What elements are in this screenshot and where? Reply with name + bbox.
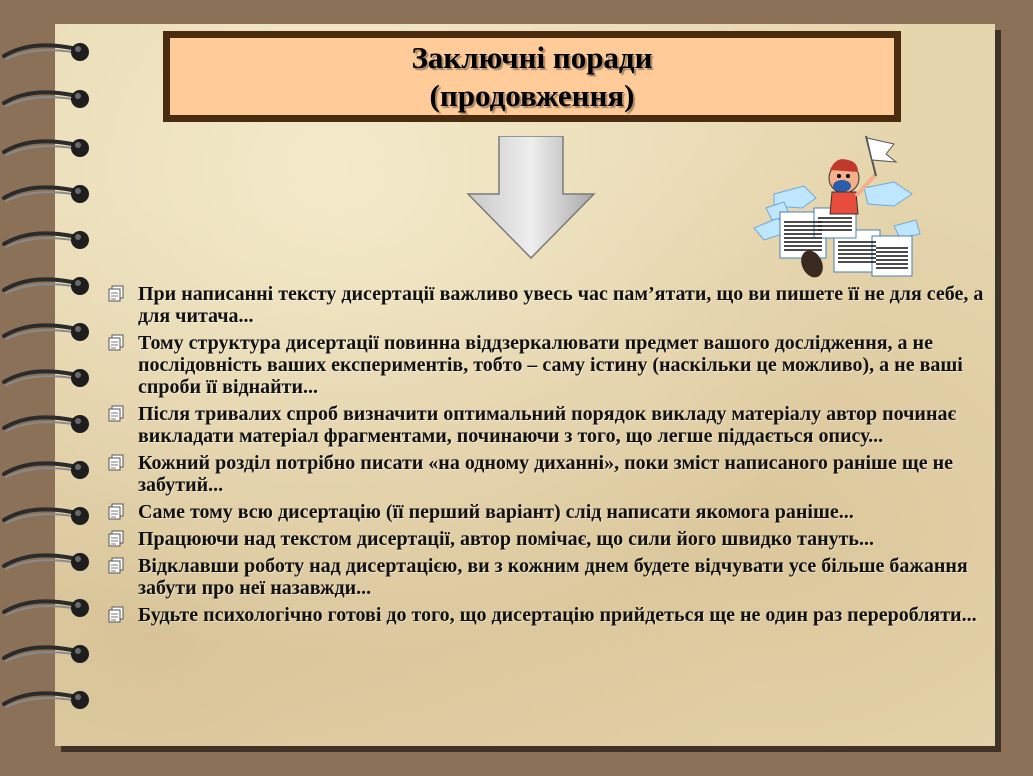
- list-item-text: Відклавши роботу над дисертацією, ви з кожним днем будете відчувати усе більше бажання забути про неї назавжди...: [138, 555, 968, 599]
- list-item-text: Тому структура дисертації повинна віддзеркалювати предмет вашого дослідження, а не послідовність ваших експериментів, тобто – саму істину (наскільки це можливо), а не ваші спроби її віднайти...: [138, 332, 963, 398]
- spiral-ring-icon: [0, 272, 100, 300]
- list-item: [104, 452, 984, 496]
- spiral-ring-icon: [0, 548, 100, 576]
- document-stack-icon: [106, 405, 126, 423]
- list-item: [104, 283, 984, 327]
- spiral-ring-icon: [0, 180, 100, 208]
- spiral-ring-icon: [0, 686, 100, 714]
- document-stack-icon: [106, 454, 126, 472]
- slide-title-line-1: Заключні поради: [411, 39, 653, 75]
- bullet-list: [104, 283, 984, 631]
- list-item: [104, 501, 984, 523]
- list-item-text: Працюючи над текстом дисертації, автор помічає, що сили його швидко тануть...: [138, 528, 875, 550]
- down-arrow-icon: [466, 136, 596, 260]
- document-stack-icon: [106, 557, 126, 575]
- spiral-ring-icon: [0, 134, 100, 162]
- document-stack-icon: [106, 606, 126, 624]
- spiral-ring-icon: [0, 318, 100, 346]
- list-item-text: Кожний розділ потрібно писати «на одному диханні», поки зміст написаного раніше ще не забутий...: [138, 452, 953, 496]
- document-stack-icon: [106, 503, 126, 521]
- spiral-ring-icon: [0, 594, 100, 622]
- list-item-text: При написанні тексту дисертації важливо увесь час пам’ятати, що ви пишете її не для себе, а для читача...: [138, 283, 984, 327]
- spiral-ring-icon: [0, 226, 100, 254]
- person-with-paper-stacks-icon: [744, 134, 924, 282]
- spiral-ring-icon: [0, 85, 100, 113]
- spiral-ring-icon: [0, 640, 100, 668]
- document-stack-icon: [106, 285, 126, 303]
- spiral-ring-icon: [0, 410, 100, 438]
- spiral-ring-icon: [0, 456, 100, 484]
- list-item: [104, 403, 984, 447]
- title-box: [163, 31, 901, 122]
- document-stack-icon: [106, 530, 126, 548]
- list-item-text: Після тривалих спроб визначити оптимальний порядок викладу матеріалу автор починає викладати матеріал фрагментами, починаючи з того, що легше піддається опису...: [138, 403, 957, 447]
- spiral-ring-icon: [0, 502, 100, 530]
- list-item: [104, 332, 984, 398]
- list-item-text: Саме тому всю дисертацію (її перший варіант) слід написати якомога раніше...: [138, 501, 854, 523]
- spiral-ring-icon: [0, 38, 100, 66]
- spiral-ring-icon: [0, 364, 100, 392]
- list-item: [104, 555, 984, 599]
- list-item: [104, 528, 984, 550]
- document-stack-icon: [106, 334, 126, 352]
- list-item: [104, 604, 984, 626]
- list-item-text: Будьте психологічно готові до того, що дисертацію прийдеться ще не один раз переробляти...: [138, 604, 977, 626]
- slide-title-line-2: (продовження): [429, 77, 635, 113]
